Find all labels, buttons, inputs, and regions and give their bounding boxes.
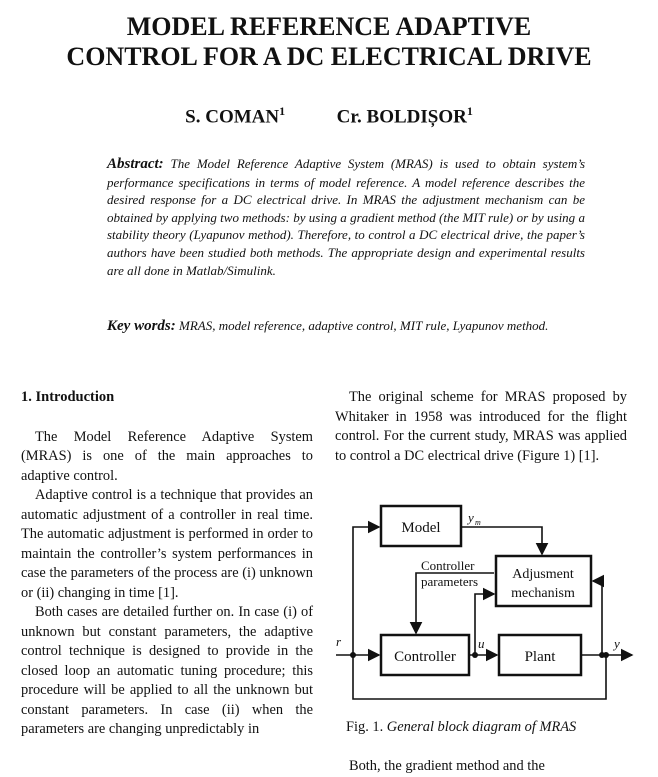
paragraph: Both cases are detailed further on. In case (i) of unknown but constant parameters, the adaptive control technique is designed to provide in the closed loop an automatic tuning procedure; this procedure will be applied to all the unknown but constant parameters. In case (ii) when the parameters are changing unpredictably in (21, 604, 313, 737)
left-column (21, 388, 313, 740)
abstract (107, 155, 585, 279)
y-label: y (614, 636, 620, 651)
paragraph: Adaptive control is a technique that provides an automatic adjustment of a controller in real time. The automatic adjustment is performed in order to maintain the controller’s system performances in case the parameters of the process are (i) unknown or (ii) changing in time [1]. (21, 487, 313, 601)
paragraph: The original scheme for MRAS proposed by Whitaker in 1958 was introduced for the flight control. For the current study, MRAS was applied to control a DC electrical drive (Figure 1) [1]. (335, 389, 627, 464)
abstract-text: The Model Reference Adaptive System (MRAS) is used to obtain system’s performance specifications in terms of model reference. A model reference describes the desired response for a DC electrical drive. In MRAS the adjustment mechanism can be obtained by applying two methods: by using a gradient method (the MIT rule) or by using a stability theory (Lyapunov method). Therefore, to control a DC electrical drive, the paper’s authors have been studied both methods. The appropriate design and experimental results are all done in Matlab/Simulink. (107, 156, 586, 278)
paragraph: Both, the gradient method and the (349, 758, 545, 774)
params-label-1: Controller (421, 558, 475, 573)
paper-title (0, 12, 658, 72)
right-column-bottom (335, 757, 627, 777)
adjustment-label-2: mechanism (511, 586, 575, 601)
keywords-label: Key words: (107, 318, 176, 334)
title-line-2: CONTROL FOR A DC ELECTRICAL DRIVE (66, 42, 592, 71)
section-heading: 1. Introduction (21, 389, 115, 405)
author-2: Cr. BOLDIȘOR$^1$ (336, 104, 473, 128)
figure-caption (346, 719, 576, 736)
author-1: S. COMAN$^1$ (185, 104, 286, 128)
r-label: r (336, 634, 342, 649)
title-line-1: MODEL REFERENCE ADAPTIVE (126, 12, 532, 41)
right-column (335, 388, 627, 466)
u-label: u (478, 636, 485, 651)
authors (0, 104, 658, 128)
params-label-2: parameters (421, 574, 479, 589)
caption-text: General block diagram of MRAS (386, 719, 577, 735)
keywords-text: MRAS, model reference, adaptive control, MIT rule, Lyapunov method. (179, 318, 549, 333)
ym-label: y (468, 510, 474, 525)
mras-block-diagram (336, 500, 636, 715)
adjustment-label-1: Adjusment (512, 567, 574, 582)
plant-label: Plant (524, 649, 556, 665)
keywords (107, 317, 585, 335)
controller-label: Controller (394, 649, 456, 665)
model-label: Model (401, 520, 441, 536)
caption-prefix: Fig. 1. (346, 719, 384, 735)
paragraph: The Model Reference Adaptive System (MRAS) is one of the main approaches to adaptive control. (21, 428, 313, 484)
ym-sub-label: m (475, 518, 481, 527)
abstract-label: Abstract: (107, 156, 164, 172)
